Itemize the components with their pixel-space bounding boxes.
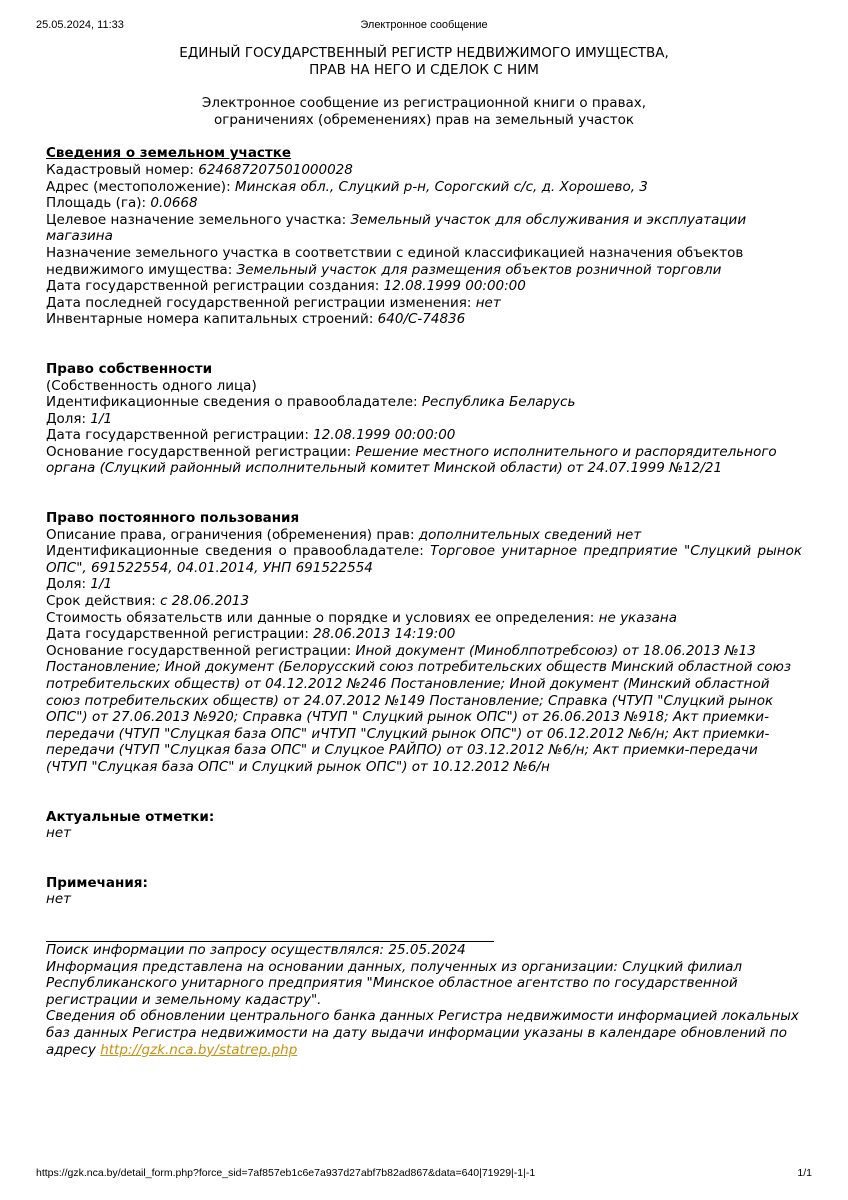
land-plot-heading: Сведения о земельном участке [46, 145, 292, 162]
row-label: Описание права, ограничения (обременения) прав: [46, 526, 419, 543]
title-line-2: ПРАВ НА НЕГО И СДЕЛОК С НИМ [309, 61, 539, 78]
row-value: дополнительных сведений нет [418, 526, 642, 543]
row-label: Целевое назначение земельного участка: [46, 211, 351, 228]
print-timestamp: 25.05.2024, 11:33 [36, 19, 124, 31]
row-value: с 28.06.2013 [160, 593, 250, 610]
document-subtitle [46, 95, 802, 128]
notes-section [46, 875, 802, 908]
row-label: Идентификационные сведения о правообладателе: [46, 543, 431, 560]
permanent-use-row [46, 610, 802, 627]
row-label: Адрес (местоположение): [46, 178, 235, 195]
document-body [46, 45, 802, 1058]
update-note-text: Сведения об обновлении центрального банка данных Регистра недвижимости информацией локальных баз данных Регистра недвижимости на дату выдачи информации указаны в календаре обновлений по адресу [46, 1008, 799, 1058]
row-value: не указана [598, 609, 678, 626]
ownership-heading: Право собственности [46, 360, 213, 377]
permanent-use-heading: Право постоянного пользования [46, 510, 300, 527]
land-row [46, 278, 802, 295]
permanent-use-row [46, 543, 802, 576]
ownership-section [46, 361, 802, 477]
footer-notes [46, 942, 802, 1058]
row-value: Торговое унитарное предприятие "Слуцкий рынок ОПС", 691522554, 04.01.2014, УНП 691522554 [46, 543, 803, 576]
row-label: Идентификационные сведения о правообладателе: [46, 394, 422, 411]
row-label: Стоимость обязательств или данные о порядке и условиях ее определения: [46, 609, 599, 626]
land-plot-section [46, 145, 802, 328]
ownership-row [46, 411, 802, 428]
ownership-row [46, 394, 802, 411]
row-value: Земельный участок для обслуживания и эксплуатации магазина [46, 211, 747, 245]
row-label: Доля: [46, 410, 91, 427]
permanent-use-row [46, 643, 802, 776]
title-line-1: ЕДИНЫЙ ГОСУДАРСТВЕННЫЙ РЕГИСТР НЕДВИЖИМОГО ИМУЩЕСТВА, [179, 45, 669, 61]
row-label: Дата государственной регистрации: [46, 427, 314, 444]
permanent-use-section [46, 510, 802, 776]
row-value: 640/С-74836 [377, 311, 466, 328]
permanent-use-row [46, 527, 802, 544]
row-value: 1/1 [90, 576, 113, 593]
land-row [46, 212, 802, 245]
row-value: 1/1 [90, 410, 113, 427]
update-note [46, 1008, 802, 1058]
row-label: Дата государственной регистрации: [46, 626, 314, 643]
row-value: 12.08.1999 00:00:00 [383, 278, 526, 295]
row-label: Основание государственной регистрации: [46, 443, 356, 460]
notes-heading: Примечания: [46, 874, 148, 891]
land-row [46, 295, 802, 312]
actual-marks-heading: Актуальные отметки: [46, 808, 215, 825]
row-label: Дата государственной регистрации создания: [46, 278, 384, 295]
row-label: Кадастровый номер: [46, 161, 199, 178]
land-row [46, 162, 802, 179]
row-value: Земельный участок для размещения объектов розничной торговли [236, 261, 722, 278]
row-label: Дата последней государственной регистрации изменения: [46, 294, 476, 311]
row-value: нет [475, 294, 501, 311]
row-value: Республика Беларусь [421, 394, 576, 411]
row-label: Срок действия: [46, 593, 161, 610]
row-value: 12.08.1999 00:00:00 [313, 427, 456, 444]
row-label: Назначение земельного участка в соответствии с единой классификацией назначения объектов недвижимого имущества: [46, 244, 744, 278]
subtitle-line-1: Электронное сообщение из регистрационной книги о правах, [201, 95, 647, 112]
row-value: Иной документ (Миноблпотребсоюз) от 18.06.2013 №13 Постановление; Иной документ (Белорусский союз потребительских обществ Минский областной союз потребительских обществ) от 04.12.2012 №246 Постановление; Иной документ (Минский областной союз потребительских обществ) от 24.07.2012 №149 Постановление; Справка (ЧТУП "Слуцкий рынок ОПС") от 27.06.2013 №920; Справка (ЧТУП " Слуцкий рынок ОПС") от 26.06.2013 №918; Акт приемки-передачи (ЧТУП "Слуцкая база ОПС" иЧТУП "Слуцкий рынок ОПС") от 06.12.2012 №6/н; Акт приемки-передачи (ЧТУП "Слуцкая база ОПС" и Слуцкое РАЙПО) от 03.12.2012 №6/н; Акт приемки-передачи (ЧТУП "Слуцкая база ОПС" и Слуцкий рынок ОПС") от 10.12.2012 №6/н [46, 642, 792, 775]
permanent-use-row [46, 576, 802, 593]
print-page-title: Электронное сообщение [360, 19, 488, 31]
subtitle-line-2: ограничениях (обременениях) прав на земельный участок [213, 111, 635, 128]
page-number: 1/1 [797, 1167, 812, 1179]
notes-value: нет [46, 891, 71, 908]
statrep-link[interactable]: http://gzk.nca.by/statrep.php [100, 1041, 298, 1058]
print-header [36, 19, 812, 33]
actual-marks-section [46, 809, 802, 842]
land-row [46, 311, 802, 328]
row-label: Инвентарные номера капитальных строений: [46, 311, 378, 328]
row-value: 0.0668 [150, 195, 198, 212]
permanent-use-row [46, 626, 802, 643]
row-value: 28.06.2013 14:19:00 [313, 626, 456, 643]
row-value: Минская обл., Слуцкий р-н, Сорогский с/с, д. Хорошево, 3 [234, 178, 648, 195]
row-label: Основание государственной регистрации: [46, 642, 356, 659]
row-value: 624687207501000028 [198, 161, 353, 178]
land-row [46, 179, 802, 196]
document-title [46, 45, 802, 78]
row-value: Решение местного исполнительного и распорядительного органа (Слуцкий районный исполнительный комитет Минской области) от 24.07.1999 №12/21 [46, 443, 777, 477]
permanent-use-row [46, 593, 802, 610]
row-label: Площадь (га): [46, 195, 151, 212]
land-row [46, 245, 802, 278]
actual-marks-value: нет [46, 825, 71, 842]
search-date-note: Поиск информации по запросу осуществлялся: 25.05.2024 [46, 941, 466, 958]
ownership-row [46, 427, 802, 444]
print-url: https://gzk.nca.by/detail_form.php?force_sid=7af857eb1c6e7a937d27abf7b82ad867&data=640|71929|-1|-1 [36, 1167, 536, 1179]
row-label: Доля: [46, 576, 91, 593]
land-row [46, 195, 802, 212]
ownership-kind: (Собственность одного лица) [46, 377, 257, 394]
print-footer [36, 1167, 812, 1181]
source-note: Информация представлена на основании данных, полученных из организации: Слуцкий филиал Республиканского унитарного предприятия "Минское областное агентство по государственной регистрации и земельному кадастру". [46, 958, 743, 1008]
ownership-row [46, 444, 802, 477]
